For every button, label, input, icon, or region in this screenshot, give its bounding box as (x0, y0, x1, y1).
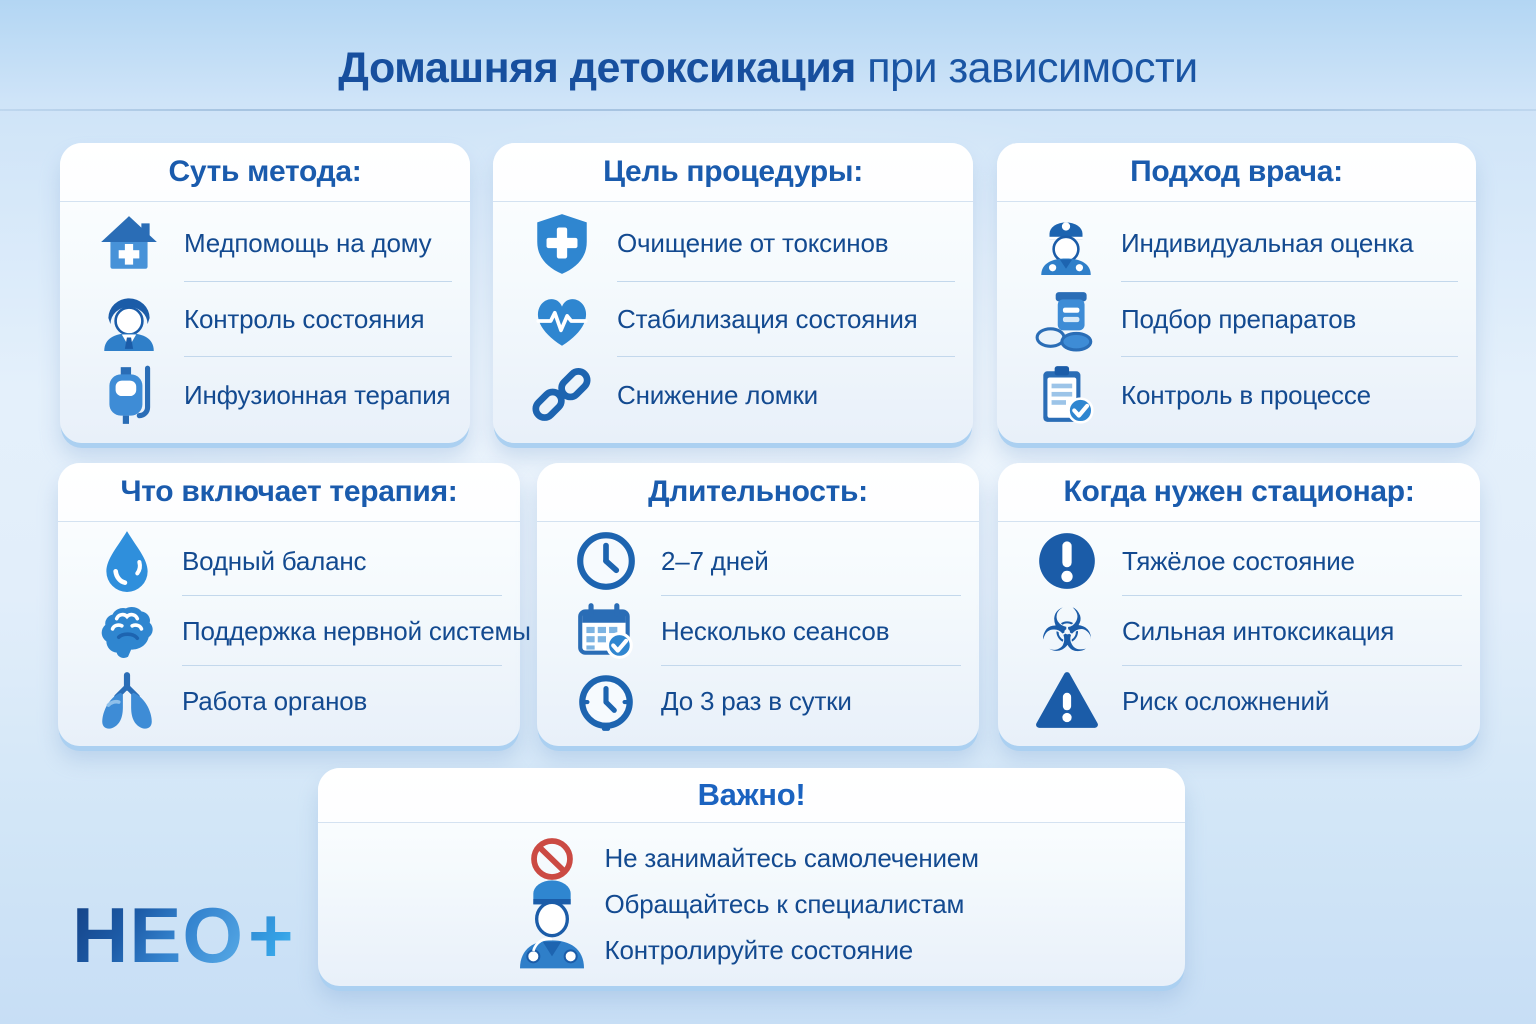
list-item-label: Стабилизация состояния (617, 304, 918, 334)
list-item-label: Водный баланс (182, 545, 367, 576)
doctor-icon (96, 287, 162, 353)
card-title: Длительность: (537, 463, 979, 522)
list-item (96, 282, 456, 358)
page-title-bold: Домашняя детоксикация (338, 44, 856, 92)
list-item (96, 357, 456, 433)
card-body (517, 823, 987, 986)
card-title: Важно! (318, 768, 1185, 823)
page-title-regular: при зависимости (855, 44, 1198, 92)
card-title: Что включает терапия: (58, 463, 520, 522)
page-title (0, 44, 1536, 93)
card-hospital-needed (998, 463, 1480, 746)
list-item-label: Медпомощь на дому (184, 228, 432, 259)
card-doctor-approach (997, 143, 1476, 443)
biohazard-glyph: ☣ (1040, 596, 1094, 666)
iv-bag-icon (96, 362, 162, 428)
clock-icon (573, 528, 639, 594)
card-method-essence (60, 143, 470, 443)
list-item-label: Снижение ломки (617, 379, 818, 410)
exclamation-circle-icon (1034, 528, 1100, 594)
list-item-label: Контроль в процессе (1121, 379, 1371, 410)
house-medical-icon (96, 211, 162, 277)
brain-icon (94, 598, 160, 664)
list-item (94, 526, 506, 596)
list-item-label: До 3 раз в сутки (661, 685, 852, 716)
list-item-label: Подбор препаратов (1121, 304, 1357, 334)
surgeon-icon (509, 875, 595, 971)
card-body (997, 202, 1476, 443)
card-title: Суть метода: (60, 143, 470, 202)
list-item-label: Тяжёлое состояние (1122, 545, 1355, 576)
lungs-icon (94, 668, 160, 734)
card-title: Когда нужен стационар: (998, 463, 1480, 522)
list-item (1034, 666, 1466, 736)
card-body (537, 522, 979, 746)
list-item-label: Несколько сеансов (661, 615, 890, 646)
list-item (573, 596, 965, 666)
logo-text: НЕО (72, 891, 245, 979)
list-item-label: Риск осложнений (1122, 685, 1330, 716)
card-important (318, 768, 1185, 986)
card-body (493, 202, 973, 443)
list-item (94, 666, 506, 736)
card-body (60, 202, 470, 443)
list-item (1033, 206, 1462, 282)
list-item-label: Инфузионная терапия (184, 379, 451, 410)
list-item (1034, 526, 1466, 596)
card-body (58, 522, 531, 746)
list-item (94, 596, 531, 666)
list-item (573, 666, 965, 736)
list-item-label: Индивидуальная оценка (1121, 228, 1414, 259)
list-item-label: Работа органов (182, 685, 368, 716)
list-item-label: Не занимайтесь самолечением (604, 843, 979, 873)
list-item (529, 206, 959, 282)
card-procedure-goal (493, 143, 973, 443)
water-drop-icon (94, 528, 160, 594)
chain-icon (529, 362, 595, 428)
list-item-label: Очищение от токсинов (617, 228, 889, 259)
clipboard-check-icon (1033, 362, 1099, 428)
list-item-label: Контролируйте состояние (604, 935, 914, 965)
list-item-label: Сильная интоксикация (1122, 615, 1395, 646)
list-item (529, 357, 959, 433)
list-item-label: 2–7 дней (661, 545, 769, 576)
title-divider (0, 109, 1536, 111)
card-duration (537, 463, 979, 746)
list-item-label: Поддержка нервной системы (182, 615, 531, 646)
card-body (998, 522, 1480, 746)
list-item-label: Обращайтесь к специалистам (604, 889, 965, 919)
list-item (529, 282, 959, 358)
doctor-cap-icon (1033, 211, 1099, 277)
list-item (573, 526, 965, 596)
list-item-label: Контроль состояния (184, 304, 425, 334)
list-item (1034, 596, 1466, 666)
pills-icon (1033, 287, 1099, 353)
heart-pulse-icon (529, 287, 595, 353)
list-item (1033, 282, 1462, 358)
card-title: Подход врача: (997, 143, 1476, 202)
logo-plus-icon: + (248, 891, 295, 979)
shield-cross-icon (529, 211, 595, 277)
card-therapy-includes (58, 463, 531, 746)
calendar-check-icon (573, 598, 639, 664)
biohazard-icon (1034, 598, 1100, 664)
list-item (96, 206, 456, 282)
list-item (1033, 357, 1462, 433)
card-title: Цель процедуры: (493, 143, 973, 202)
alarm-clock-icon (573, 668, 639, 734)
warning-triangle-icon (1034, 668, 1100, 734)
neo-plus-logo (72, 891, 295, 979)
